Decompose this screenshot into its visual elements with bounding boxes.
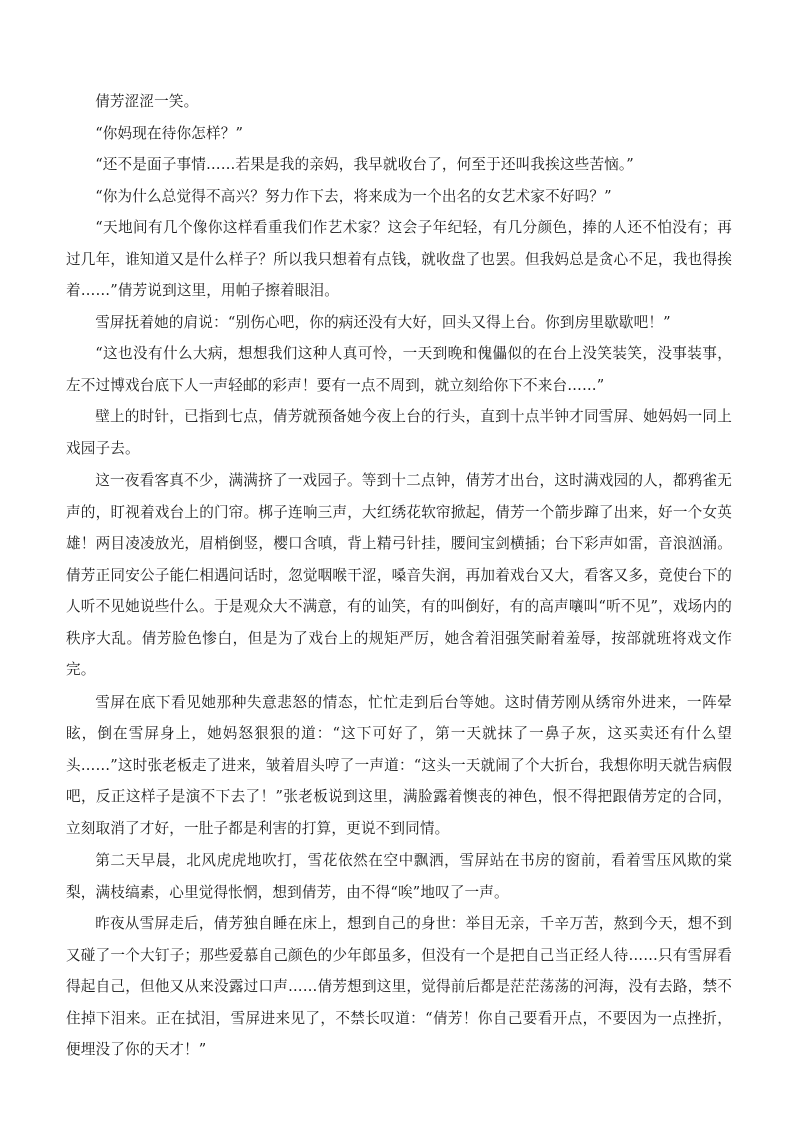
paragraph: 倩芳涩涩一笑。 [95,93,199,110]
paragraph: “天地间有几个像你这样看重我们作艺术家？这会子年纪轻，有几分颜色，捧的人还不怕没有；再过几年，谁知道又是什么样子？所以我只想着有点钱，就收盘了也罢。但我妈总是贪心不足，我也得挨着……”倩芳说到这里，用帕子擦着眼泪。 [66,219,732,299]
paragraph: “还不是面子事情……若果是我的亲妈，我早就收台了，何至于还叫我挨这些苦恼。” [95,156,634,173]
paragraph: 雪屏抚着她的肩说：“别伤心吧，你的病还没有大好，回头又得上台。你到房里歇歇吧！” [95,313,671,331]
paragraph: 第二天早晨，北风虎虎地吹打，雪花依然在空中飘洒，雪屏站在书房的窗前，看着雪压风欺的棠梨，满枝缟素，心里觉得怅惘，想到倩芳，由不得“唉”地叹了一声。 [66,852,732,901]
paragraph: 壁上的时针，已指到七点，倩芳就预备她今夜上台的行头，直到十点半钟才同雪屏、她妈妈一同上戏园子去。 [66,408,732,457]
paragraph: 雪屏在底下看见她那种失意悲怒的情态，忙忙走到后台等她。这时倩芳刚从绣帘外进来，一阵晕眩，倒在雪屏身上，她妈怒狠狠的道：“这下可好了，第一天就抹了一鼻子灰，这买卖还有什么望头……”这时张老板走了进来，皱着眉头哼了一声道：“这头一天就闹了个大折台，我想你明天就告病假吧，反正这样子是演不下去了！”张老板说到这里，满脸露着懊丧的神色，恨不得把跟倩芳定的合同，立刻取消了才好，一肚子都是利害的打算，更说不到同情。 [66,693,732,837]
story-text-body [66,86,732,1066]
paragraph: “你妈现在待你怎样？” [95,124,244,142]
paragraph: “你为什么总觉得不高兴？努力作下去，将来成为一个出名的女艺术家不好吗？” [95,187,612,205]
paragraph: 昨夜从雪屏走后，倩芳独自睡在床上，想到自己的身世：举目无亲，千辛万苦，熬到今天，想不到又碰了一个大钉子；那些爱慕自己颜色的少年郎虽多，但没有一个是把自己当正经人待……只有雪屏看得起自己，但他又从来没露过口声……倩芳想到这里，觉得前后都是茫茫荡荡的河海，没有去路，禁不住掉下泪来。正在拭泪，雪屏进来见了，不禁长叹道：“倩芳！你自己要看开点，不要因为一点挫折，便埋没了你的天才！” [66,915,732,1058]
paragraph: 这一夜看客真不少，满满挤了一戏园子。等到十二点钟，倩芳才出台，这时满戏园的人，都鸦雀无声的，盯视着戏台上的门帘。梆子连响三声，大红绣花软帘掀起，倩芳一个箭步蹿了出来，好一个女英雄！两目凌凌放光，眉梢倒竖，樱口含嗔，背上精弓针挂，腰间宝剑横插；台下彩声如雷，音浪汹涌。倩芳正同安公子能仁相遇问话时，忽觉咽喉干涩，嗓音失润，再加着戏台又大，看客又多，竟使台下的人听不见她说些什么。于是观众大不满意，有的讪笑，有的叫倒好，有的高声嚷叫“听不见”，戏场内的秩序大乱。倩芳脸色惨白，但是为了戏台上的规矩严厉，她含着泪强笑耐着羞辱，按部就班将戏文作完。 [66,472,732,678]
paragraph: “这也没有什么大病，想想我们这种人真可怜，一天到晚和傀儡似的在台上没笑装笑，没事装事，左不过博戏台底下人一声轻邮的彩声！要有一点不周到，就立刻给你下不来台……” [66,345,732,394]
